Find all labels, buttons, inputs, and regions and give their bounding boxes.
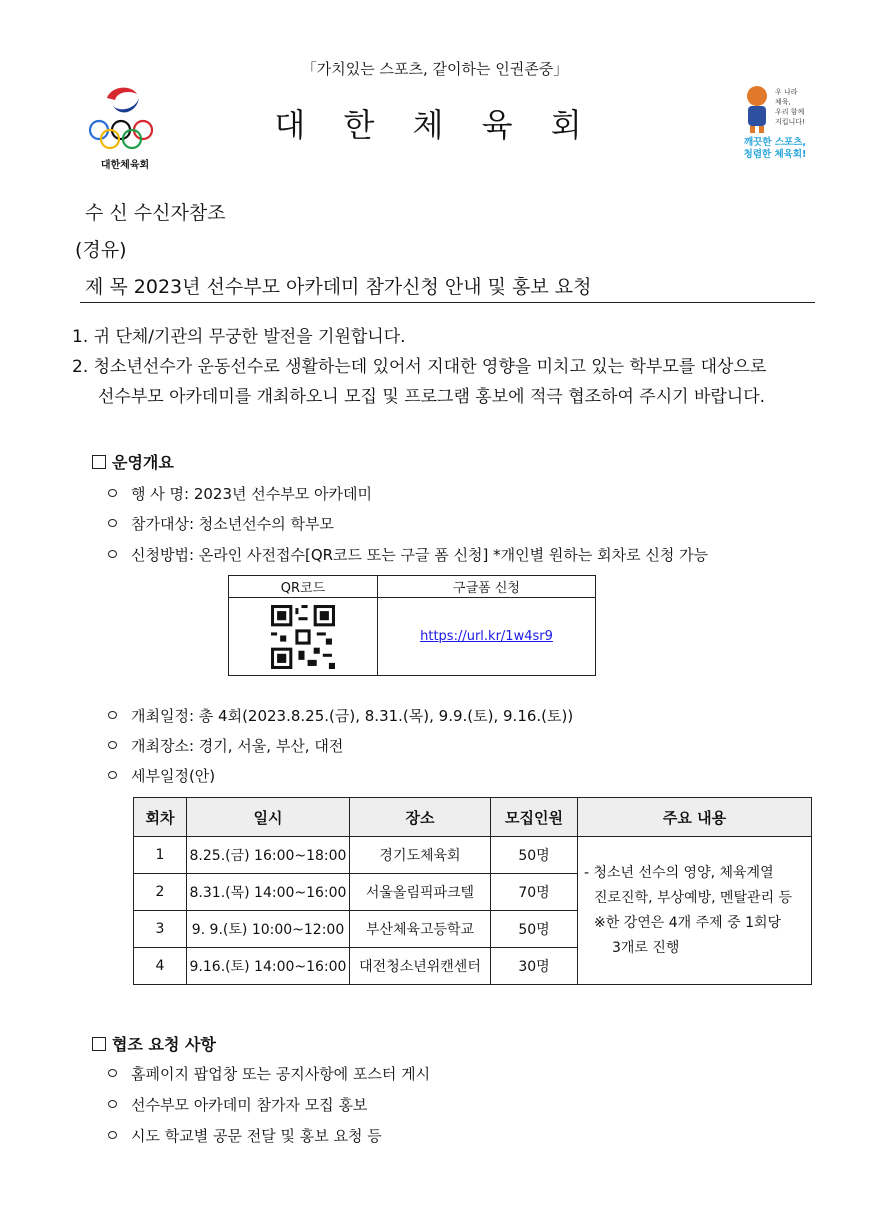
overview-detail-text: 세부일정(안) (131, 767, 216, 785)
place-cell: 서울올림픽파크텔 (350, 874, 491, 911)
place-cell: 부산체육고등학교 (350, 911, 491, 948)
overview-target (108, 513, 334, 534)
place-cell: 대전청소년위캔센터 (350, 948, 491, 985)
round-cell: 4 (134, 948, 187, 985)
form-header: 구글폼 신청 (378, 576, 596, 598)
checkbox-icon (92, 455, 106, 469)
schedule-table (133, 797, 812, 985)
schedule-header-capacity: 모집인원 (491, 798, 578, 837)
overview-places (108, 735, 343, 756)
overview-dates-text: 개최일정: 총 4회(2023.8.25.(금), 8.31.(목), 9.9.(토), 9.16.(토)) (131, 707, 574, 725)
overview-places-text: 개최장소: 경기, 서울, 부산, 대전 (131, 737, 344, 755)
round-cell: 1 (134, 837, 187, 874)
capacity-cell: 70명 (491, 874, 578, 911)
content-line-3: ※한 강연은 4개 주제 중 1회당 (594, 914, 782, 931)
svg-text:체육,: 체육, (775, 98, 791, 106)
google-form-link[interactable]: https://url.kr/1w4sr9 (420, 629, 553, 644)
place-cell: 경기도체육회 (350, 837, 491, 874)
qr-table (228, 575, 596, 676)
via-line: (경유) (75, 239, 127, 261)
requests-title-text: 협조 요청 사항 (112, 1035, 216, 1054)
table-row (134, 837, 812, 874)
overview-method-text: 신청방법: 온라인 사전접수[QR코드 또는 구글 폼 신청] *개인별 원하는 회차로 신청 가능 (131, 546, 709, 564)
content-line-4: 3개로 진행 (612, 939, 680, 956)
bullet-icon (108, 489, 117, 497)
slogan: 「가치있는 스포츠, 같이하는 인권존중」 (301, 60, 569, 78)
schedule-header-place: 장소 (350, 798, 491, 837)
time-cell: 9. 9.(토) 10:00~12:00 (187, 911, 350, 948)
overview-target-text: 참가대상: 청소년선수의 학부모 (131, 515, 334, 533)
bullet-icon (108, 1100, 117, 1108)
capacity-cell: 50명 (491, 911, 578, 948)
header-divider (80, 302, 815, 303)
paragraph-2: 2. 청소년선수가 운동선수로 생활하는데 있어서 지대한 영향을 미치고 있는 학부모를 대상으로 (72, 357, 767, 377)
bullet-icon (108, 550, 117, 558)
content-cell (578, 837, 812, 985)
checkbox-icon (92, 1037, 106, 1051)
bullet-icon (108, 519, 117, 527)
form-link-cell (378, 598, 596, 676)
svg-text:우리 함께: 우리 함께 (775, 108, 805, 116)
bullet-icon (108, 1131, 117, 1139)
overview-event (108, 483, 372, 504)
organization-title: 대 한 체 육 회 (274, 106, 596, 144)
section-overview-title (92, 450, 174, 473)
request-item (108, 1063, 430, 1084)
logo-caption: 대한체육회 (100, 160, 150, 171)
round-cell: 3 (134, 911, 187, 948)
time-cell: 8.31.(목) 14:00~16:00 (187, 874, 350, 911)
content-line-1: - 청소년 선수의 영양, 체육계열 (584, 864, 774, 881)
schedule-header-time: 일시 (187, 798, 350, 837)
request-item (108, 1094, 367, 1115)
overview-detail (108, 765, 215, 786)
section-requests-title (92, 1032, 216, 1055)
content-line-2: 진로진학, 부상예방, 멘탈관리 등 (594, 889, 793, 906)
svg-text:우 나라: 우 나라 (775, 88, 798, 96)
schedule-header-row (134, 798, 812, 837)
bullet-icon (108, 741, 117, 749)
bullet-icon (108, 711, 117, 719)
qr-header: QR코드 (229, 576, 378, 598)
mascot-slogan (735, 137, 815, 161)
overview-dates (108, 705, 573, 726)
schedule-header-round: 회차 (134, 798, 187, 837)
overview-title-text: 운영개요 (112, 453, 174, 472)
capacity-cell: 30명 (491, 948, 578, 985)
mascot-slogan-line-2: 청렴한 체육회! (743, 149, 807, 160)
subject-line: 제 목 2023년 선수부모 아카데미 참가신청 안내 및 홍보 요청 (85, 276, 592, 298)
request-item-text: 시도 학교별 공문 전달 및 홍보 요청 등 (131, 1127, 382, 1145)
time-cell: 9.16.(토) 14:00~16:00 (187, 948, 350, 985)
paragraph-1: 1. 귀 단체/기관의 무궁한 발전을 기원합니다. (72, 327, 406, 347)
round-cell: 2 (134, 874, 187, 911)
time-cell: 8.25.(금) 16:00~18:00 (187, 837, 350, 874)
capacity-cell: 50명 (491, 837, 578, 874)
recipient-line: 수 신 수신자참조 (85, 202, 226, 224)
schedule-header-content: 주요 내용 (578, 798, 812, 837)
paragraph-2-cont: 선수부모 아카데미를 개최하오니 모집 및 프로그램 홍보에 적극 협조하여 주시기 바랍니다. (98, 387, 766, 407)
overview-event-text: 행 사 명: 2023년 선수부모 아카데미 (131, 485, 372, 503)
bullet-icon (108, 1069, 117, 1077)
bullet-icon (108, 771, 117, 779)
svg-text:지킵니다!: 지킵니다! (775, 118, 805, 126)
request-item (108, 1125, 382, 1146)
request-item-text: 선수부모 아카데미 참가자 모집 홍보 (131, 1096, 368, 1114)
overview-method (108, 544, 708, 565)
qr-code-icon[interactable] (271, 605, 335, 669)
mascot-slogan-line-1: 깨끗한 스포츠, (744, 137, 806, 148)
request-item-text: 홈페이지 팝업창 또는 공지사항에 포스터 게시 (131, 1065, 431, 1083)
qr-cell (229, 598, 378, 676)
